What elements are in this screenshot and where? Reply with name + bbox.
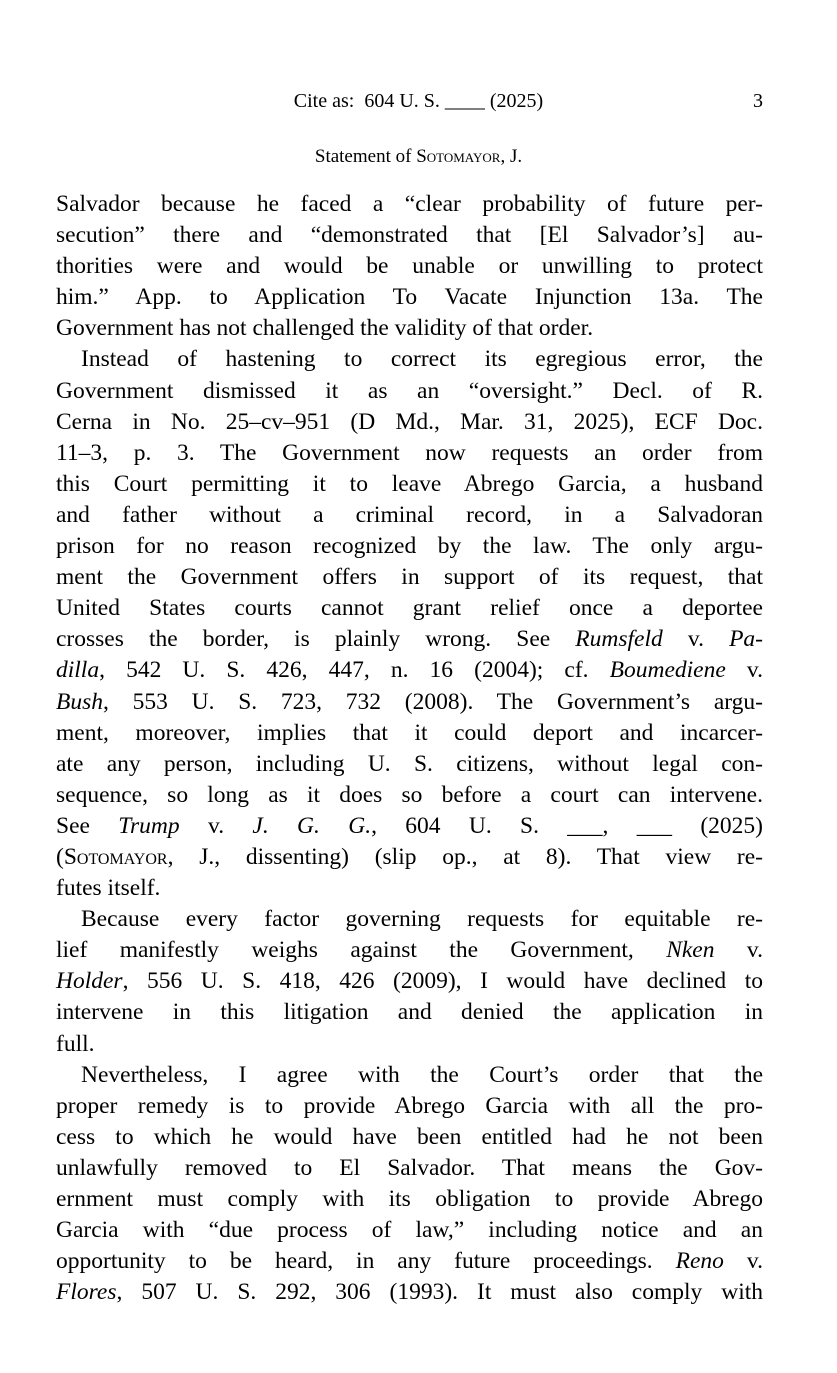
text-line [56,1060,763,1091]
text-segment: United States courts cannot grant relief once a deportee [56,595,763,622]
text-line [56,438,763,469]
text-line [56,1122,763,1153]
text-segment: 11–3, p. 3. The Government now requests an order from [56,439,763,466]
justice-name: Sotomayor [416,146,501,167]
text-line [56,718,763,749]
text-segment: ment, moreover, implies that it could deport and incarcer- [56,719,763,746]
text-segment: See [56,812,119,839]
text-segment: v. [179,812,253,839]
text-line [56,593,763,624]
text-segment: Cerna in No. 25–cv–951 (D Md., Mar. 31, 2025), ECF Doc. [56,408,763,435]
case-name: Nken [666,937,715,964]
text-segment: this Court permitting it to leave Abrego Garcia, a husband [56,470,763,497]
case-name: Holder [56,968,123,995]
text-line [56,344,763,375]
text-line [56,282,763,313]
text-segment: ment the Government offers in support of its request, that [56,564,763,591]
citation-header: Cite as: 604 U. S. ____ (2025) [293,90,544,112]
justice-name: Sotomayor [63,843,168,870]
text-line [56,780,763,811]
text-line [56,1184,763,1215]
text-line [56,500,763,531]
text-segment: , J., dissenting) (slip op., at 8). That view re- [167,843,763,870]
text-line [56,1277,763,1308]
text-segment: ernment must comply with its obligation to provide Abrego [56,1186,763,1212]
text-line [56,313,763,344]
text-line [56,1153,763,1184]
text-line [56,562,763,593]
text-segment: Garcia with “due process of law,” including notice and an [56,1217,763,1244]
text-line [56,655,763,686]
text-line [56,842,763,873]
text-segment: proper remedy is to provide Abrego Garcia with all the pro- [56,1092,763,1119]
text-line [56,189,763,220]
text-segment: secution” there and “demonstrated that [El Salvador’s] au- [56,222,763,249]
text-line [56,873,763,904]
text-segment: Government has not challenged the validity of that order. [56,315,594,342]
case-name: Flores [56,1279,117,1306]
case-name: Bush [56,688,103,715]
text-segment: , 553 U. S. 723, 732 (2008). The Government’s argu- [103,688,763,715]
text-line [56,469,763,500]
text-segment: unlawfully removed to El Salvador. That means the Gov- [56,1154,763,1181]
text-segment: full. [56,1030,95,1057]
text-segment: lief manifestly weighs against the Government, [56,937,667,964]
text-segment: v. [723,1248,763,1275]
case-name: Trump [118,812,180,839]
text-segment: , 556 U. S. 418, 426 (2009), I would have declined to [122,968,763,995]
text-line [56,749,763,780]
text-segment: , 507 U. S. 292, 306 (1993). It must also comply with [116,1279,763,1306]
text-line [56,935,763,966]
statement-prefix: Statement of [314,146,417,167]
text-line [56,1246,763,1277]
text-segment: Instead of hastening to correct its egregious error, the [81,346,763,373]
case-name: Rumsfeld [575,626,663,653]
text-line [56,531,763,562]
text-segment: futes itself. [56,875,161,902]
text-segment: v. [662,626,730,653]
text-segment: and father without a criminal record, in a Salvadoran [56,501,763,528]
text-segment: v. [714,937,763,964]
text-line [56,220,763,251]
text-line [56,687,763,718]
case-name: Reno [675,1248,724,1275]
text-segment: sequence, so long as it does so before a court can intervene. [56,781,763,808]
text-segment: v. [725,657,763,684]
text-segment: Government dismissed it as an “oversight.” Decl. of R. [56,377,763,404]
text-segment: cess to which he would have been entitled had he not been [56,1123,763,1150]
text-segment: Because every factor governing requests for equitable re- [81,906,763,933]
case-name: Boumediene [609,657,726,684]
text-line [56,251,763,282]
case-name: Pa- [729,626,763,653]
text-segment: ate any person, including U. S. citizens, without legal con- [56,750,763,777]
statement-header [0,145,837,169]
text-line [56,624,763,655]
text-segment: opportunity to be heard, in any future proceedings. [56,1248,676,1275]
text-segment: Salvador because he faced a “clear probability of future per- [56,191,763,217]
text-line [56,1091,763,1122]
text-line [56,376,763,407]
opinion-body [56,189,763,1308]
page-number: 3 [753,90,763,112]
text-segment: , 604 U. S. ___, ___ (2025) [371,812,763,839]
text-line [56,1029,763,1060]
text-line [56,407,763,438]
case-name: dilla [56,657,100,684]
text-segment: , 542 U. S. 426, 447, n. 16 (2004); cf. [99,657,610,684]
text-segment: crosses the border, is plainly wrong. See [56,626,576,653]
statement-suffix: , J. [500,146,523,167]
text-segment: thorities were and would be unable or unwilling to protect [56,253,763,280]
text-segment: ( [56,843,64,870]
text-line [56,1215,763,1246]
text-line [56,811,763,842]
text-line [56,904,763,935]
case-name: J. G. G. [252,812,372,839]
text-segment: intervene in this litigation and denied the application in [56,999,763,1026]
text-segment: Nevertheless, I agree with the Court’s order that the [81,1061,763,1088]
text-segment: him.” App. to Application To Vacate Injunction 13a. The [56,284,763,311]
text-line [56,997,763,1028]
text-segment: prison for no reason recognized by the law. The only argu- [56,533,763,560]
text-line [56,966,763,997]
